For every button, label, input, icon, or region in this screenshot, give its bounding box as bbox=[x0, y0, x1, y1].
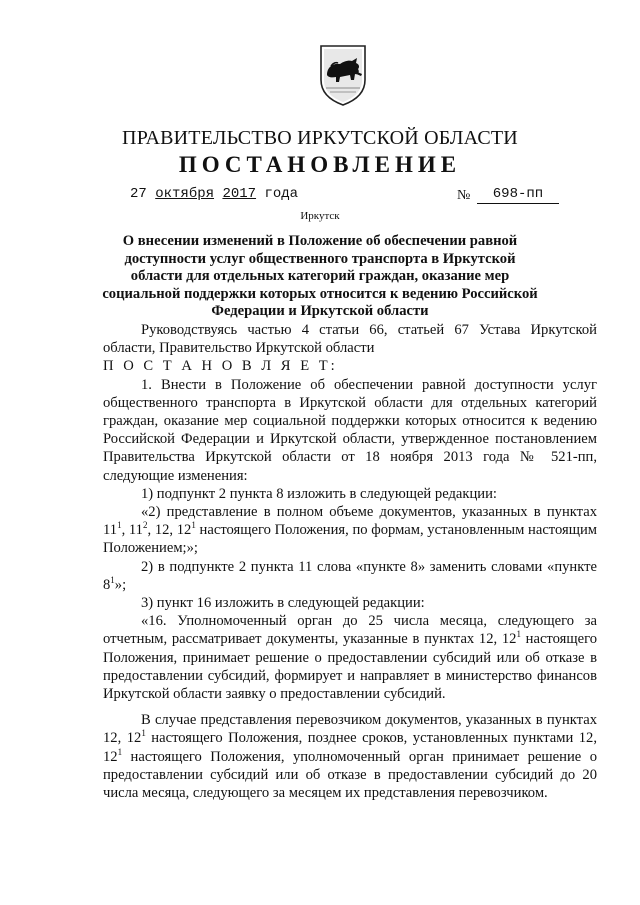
date-day: 27 bbox=[130, 186, 147, 202]
paragraph-late-submission: В случае представления перевозчиком документов, указанных в пунктах 12, $12^1$ настоящего Положения, позднее сроков, установленных пунктами 12, $12^1$ настоящего Положения, уполномоченный орган принимает решение о предоставлении субсидий или об отказе в предоставлении субсидий до 20 числа месяца, следующего за месяцем их представления перевозчиком. bbox=[103, 712, 597, 802]
number-sign: № bbox=[457, 188, 471, 203]
government-name: ПРАВИТЕЛЬСТВО ИРКУТСКОЙ ОБЛАСТИ bbox=[122, 127, 518, 149]
paragraph-quote-2: «2) представление в полном объеме документов, указанных в пунктах $11^1$, $11^2$, 12, $12^1$ настоящего Положения, по формам, установленным настоящим Положением;»; bbox=[103, 504, 598, 557]
city-name: Иркутск bbox=[300, 210, 340, 222]
date-month: октября bbox=[155, 186, 215, 202]
document-title: О внесении изменений в Положение об обеспечении равной доступности услуг общественного транспорта в Иркутской области для отдельных категорий граждан, оказание мер социальной поддержки которых относится к ведению Российской Федерации и Иркутской области bbox=[102, 233, 538, 319]
document-number: 698-пп bbox=[477, 186, 559, 204]
date-suffix: года bbox=[264, 186, 299, 202]
paragraph-item-1: 1. Внести в Положение об обеспечении равной доступности услуг общественного транспорта в Иркутской области для отдельных категорий граждан, оказание мер социальной поддержки которых относится к ведению Российской Федерации и Иркутской области, утвержденное постановлением Правительства Иркутской области от 18 ноября 2013 года № 521-пп, следующие изменения: bbox=[103, 376, 597, 484]
document-date bbox=[130, 186, 298, 202]
date-year: 2017 bbox=[222, 186, 257, 202]
resolves-heading: П О С Т А Н О В Л Я Е Т: bbox=[103, 358, 338, 375]
paragraph-subitem-1: 1) подпункт 2 пункта 8 изложить в следующей редакции: bbox=[141, 485, 497, 502]
paragraph-subitem-2: 2) в подпункте 2 пункта 11 слова «пункте 8» заменить словами «пункте $8^1$»; bbox=[103, 558, 597, 593]
irkutsk-coat-of-arms-icon bbox=[318, 42, 368, 106]
paragraph-quote-16: «16. Уполномоченный орган до 25 числа месяца, следующего за отчетным, рассматривает документы, указанные в пунктах 12, $12^1$ настоящего Положения, принимает решение о предоставлении субсидий или об отказе в предоставлении субсидий, формирует и направляет в министерство финансов Иркутской области заявку о предоставлении субсидий. bbox=[103, 613, 597, 703]
document-body bbox=[103, 321, 597, 802]
paragraph-subitem-3: 3) пункт 16 изложить в следующей редакции: bbox=[141, 595, 425, 612]
document-type: ПОСТАНОВЛЕНИЕ bbox=[178, 152, 462, 177]
preamble-paragraph: Руководствуясь частью 4 статьи 66, статьей 67 Устава Иркутской области, Правительство Иркутской области bbox=[103, 322, 597, 357]
